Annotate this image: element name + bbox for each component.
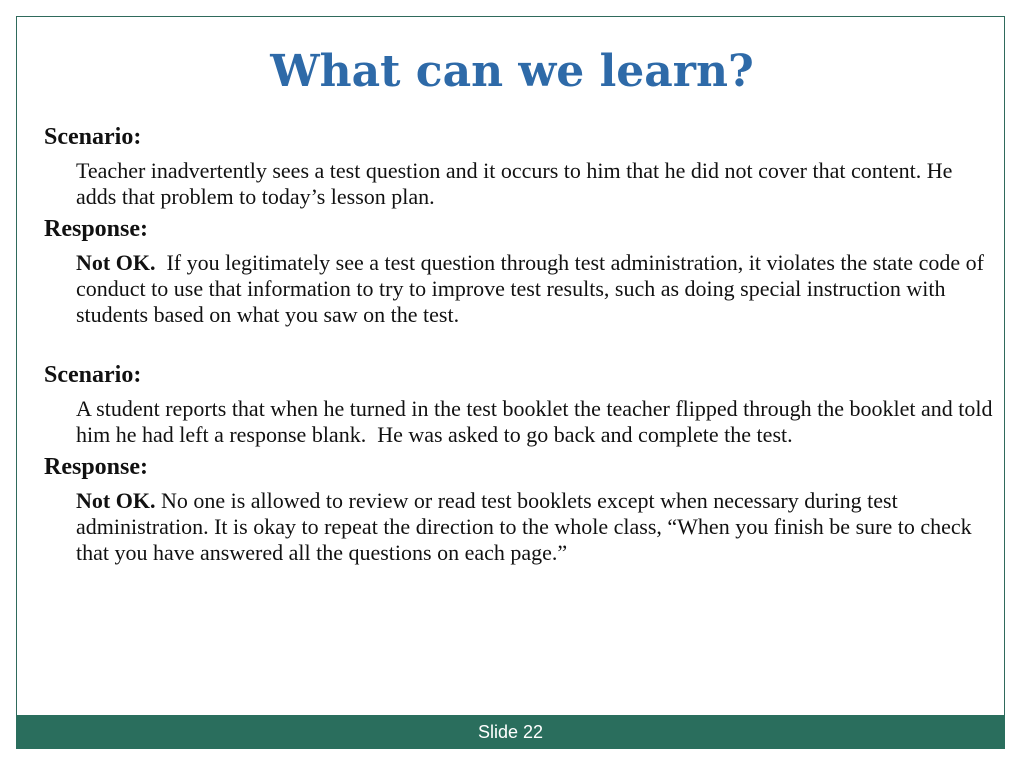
scenario-1-body: Teacher inadvertently sees a test question and it occurs to him that he did not cover that content. He adds that problem to today’s lesson plan. — [76, 158, 953, 209]
scenario-1-text — [76, 158, 994, 210]
section-gap — [44, 332, 994, 360]
slide-content — [44, 122, 998, 570]
response-2-lead: Not OK. — [76, 488, 156, 513]
scenario-2-text — [76, 396, 998, 448]
scenario-2-heading: Scenario: — [44, 362, 142, 388]
footer-bar — [16, 715, 1005, 749]
scenario-1-heading: Scenario: — [44, 124, 142, 150]
response-2-body: No one is allowed to review or read test booklets except when necessary during test administration. It is okay to repeat the direction to the whole class, “When you finish be sure to check that you have answered all the questions on each page.” — [76, 488, 978, 565]
response-1-heading: Response: — [44, 216, 149, 242]
response-2-text — [76, 488, 994, 566]
response-1-lead: Not OK. — [76, 250, 156, 275]
response-1-body: If you legitimately see a test question through test administration, it violates the state code of conduct to use that information to try to improve test results, such as doing special instruction with students based on what you saw on the test. — [76, 250, 990, 327]
response-1-text — [76, 250, 994, 328]
slide-title: What can we learn? — [270, 46, 754, 97]
slide-number: Slide 22 — [477, 722, 544, 742]
scenario-2-body: A student reports that when he turned in the test booklet the teacher flipped through the booklet and told him he had left a response blank. He was asked to go back and complete the test. — [76, 396, 998, 447]
response-2-heading: Response: — [44, 454, 149, 480]
